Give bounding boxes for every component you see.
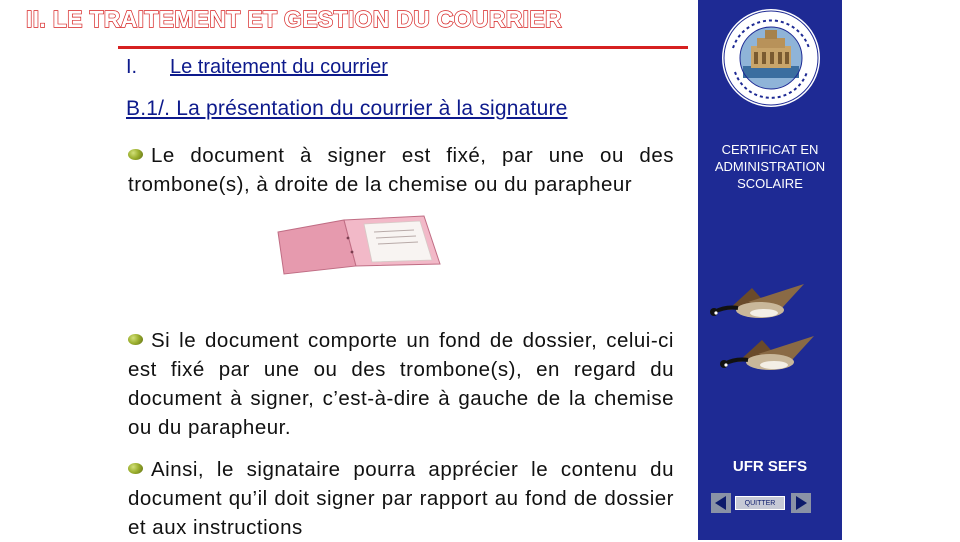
paragraph-1-text: Le document à signer est fixé, par une ou des trombone(s), à droite de la chemise ou du parapheur [128,144,674,196]
ufr-label: UFR SEFS [732,458,808,475]
section-number: I. [126,56,138,78]
right-sidebar [698,0,842,540]
university-seal-logo [721,8,821,108]
next-arrow-icon[interactable] [791,493,811,513]
subheading: B.1/. La présentation du courrier à la signature [126,97,568,120]
paragraph-3-text: Ainsi, le signataire pourra apprécier le contenu du document qu’il doit signer par rapport au fond de dossier et aux instructions [128,458,674,539]
section-title: Le traitement du courrier [170,56,388,78]
paragraph-3 [128,455,674,542]
paragraph-2 [128,326,674,442]
bullet-icon [128,334,143,345]
quit-button[interactable]: QUITTER [735,496,785,510]
bullet-icon [128,149,143,160]
bullet-icon [128,463,143,474]
geese-illustration [708,282,832,382]
paragraph-1 [128,141,674,199]
prev-arrow-icon[interactable] [711,493,731,513]
navigation-bar [711,493,811,513]
folder-illustration [274,214,444,276]
certificate-label: CERTIFICAT EN ADMINISTRATION SCOLAIRE [714,142,826,191]
title-divider [118,46,688,49]
slide-title: II. LE TRAITEMENT ET GESTION DU COURRIER [26,6,562,32]
paragraph-2-text: Si le document comporte un fond de dossier, celui-ci est fixé par une ou des trombone(s), en regard du document à signer, c’est-à-dire à gauche de la chemise ou du parapheur. [128,329,674,439]
